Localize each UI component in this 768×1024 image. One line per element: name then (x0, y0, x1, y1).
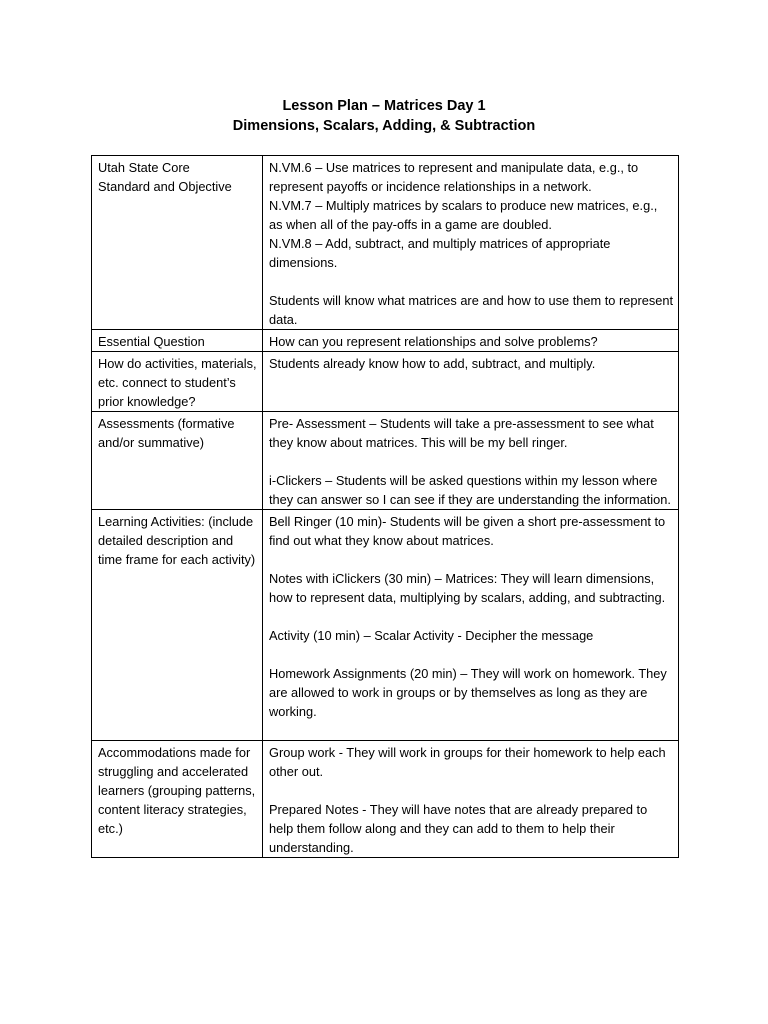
content-paragraph: Pre- Assessment – Students will take a pre-assessment to see what they know about matrices. This will be my bell ringer. (269, 416, 654, 450)
content-spacer (269, 452, 673, 471)
content-paragraph: Students already know how to add, subtract, and multiply. (269, 356, 596, 371)
content-accommodations (263, 741, 679, 858)
row-assessments (92, 412, 679, 510)
row-prior-knowledge (92, 352, 679, 412)
content-spacer (269, 272, 673, 291)
content-paragraph: Bell Ringer (10 min)- Students will be given a short pre-assessment to find out what they know about matrices. (269, 514, 666, 548)
content-spacer (269, 645, 673, 664)
content-assessments (263, 412, 679, 510)
content-learning-activities (263, 510, 679, 741)
label-line: Assessments (formative and/or summative) (98, 416, 235, 450)
content-spacer (269, 550, 673, 569)
title-line-2: Dimensions, Scalars, Adding, & Subtraction (232, 118, 536, 134)
content-paragraph: Notes with iClickers (30 min) – Matrices: They will learn dimensions, how to represent data, multiplying by scalars, adding, and subtracting. (269, 571, 666, 605)
label-line: Standard and Objective (98, 179, 232, 194)
label-standards (92, 156, 263, 330)
label-prior-knowledge (92, 352, 263, 412)
content-spacer (269, 721, 673, 740)
content-paragraph: How can you represent relationships and solve problems? (269, 334, 598, 349)
content-essential-question (263, 330, 679, 352)
content-prior-knowledge (263, 352, 679, 412)
label-line: Utah State Core (98, 160, 190, 175)
lesson-plan-table (91, 155, 679, 858)
row-accommodations (92, 741, 679, 858)
label-essential-question (92, 330, 263, 352)
label-line: Essential Question (98, 334, 205, 349)
row-learning-activities (92, 510, 679, 741)
label-accommodations (92, 741, 263, 858)
content-paragraph: Homework Assignments (20 min) – They will work on homework. They are allowed to work in groups or by themselves as long as they are working. (269, 666, 667, 719)
content-paragraph: Prepared Notes - They will have notes that are already prepared to help them follow along and they can add to them to help their understanding. (269, 802, 648, 855)
label-learning-activities (92, 510, 263, 741)
content-paragraph: N.VM.6 – Use matrices to represent and manipulate data, e.g., to represent payoffs or incidence relationships in a network. (269, 160, 639, 194)
row-essential-question (92, 330, 679, 352)
content-paragraph: Activity (10 min) – Scalar Activity - Decipher the message (269, 628, 594, 643)
label-line: How do activities, materials, etc. connect to student’s prior knowledge? (98, 356, 257, 409)
title-line-1: Lesson Plan – Matrices Day 1 (282, 98, 486, 114)
content-paragraph: N.VM.7 – Multiply matrices by scalars to produce new matrices, e.g., as when all of the pay-offs in a game are doubled. (269, 198, 658, 232)
label-line: Learning Activities: (include detailed description and time frame for each activity) (98, 514, 256, 567)
content-paragraph: Students will know what matrices are and how to use them to represent data. (269, 293, 674, 327)
content-paragraph: Group work - They will work in groups for their homework to help each other out. (269, 745, 666, 779)
content-paragraph: N.VM.8 – Add, subtract, and multiply matrices of appropriate dimensions. (269, 236, 611, 270)
content-paragraph: i-Clickers – Students will be asked questions within my lesson where they can answer so I can see if they are understanding the information. (269, 473, 671, 507)
label-assessments (92, 412, 263, 510)
content-standards (263, 156, 679, 330)
content-spacer (269, 607, 673, 626)
content-spacer (269, 781, 673, 800)
row-standards (92, 156, 679, 330)
document-title (0, 96, 768, 136)
label-line: Accommodations made for struggling and accelerated learners (grouping patterns, content literacy strategies, etc.) (98, 745, 256, 836)
